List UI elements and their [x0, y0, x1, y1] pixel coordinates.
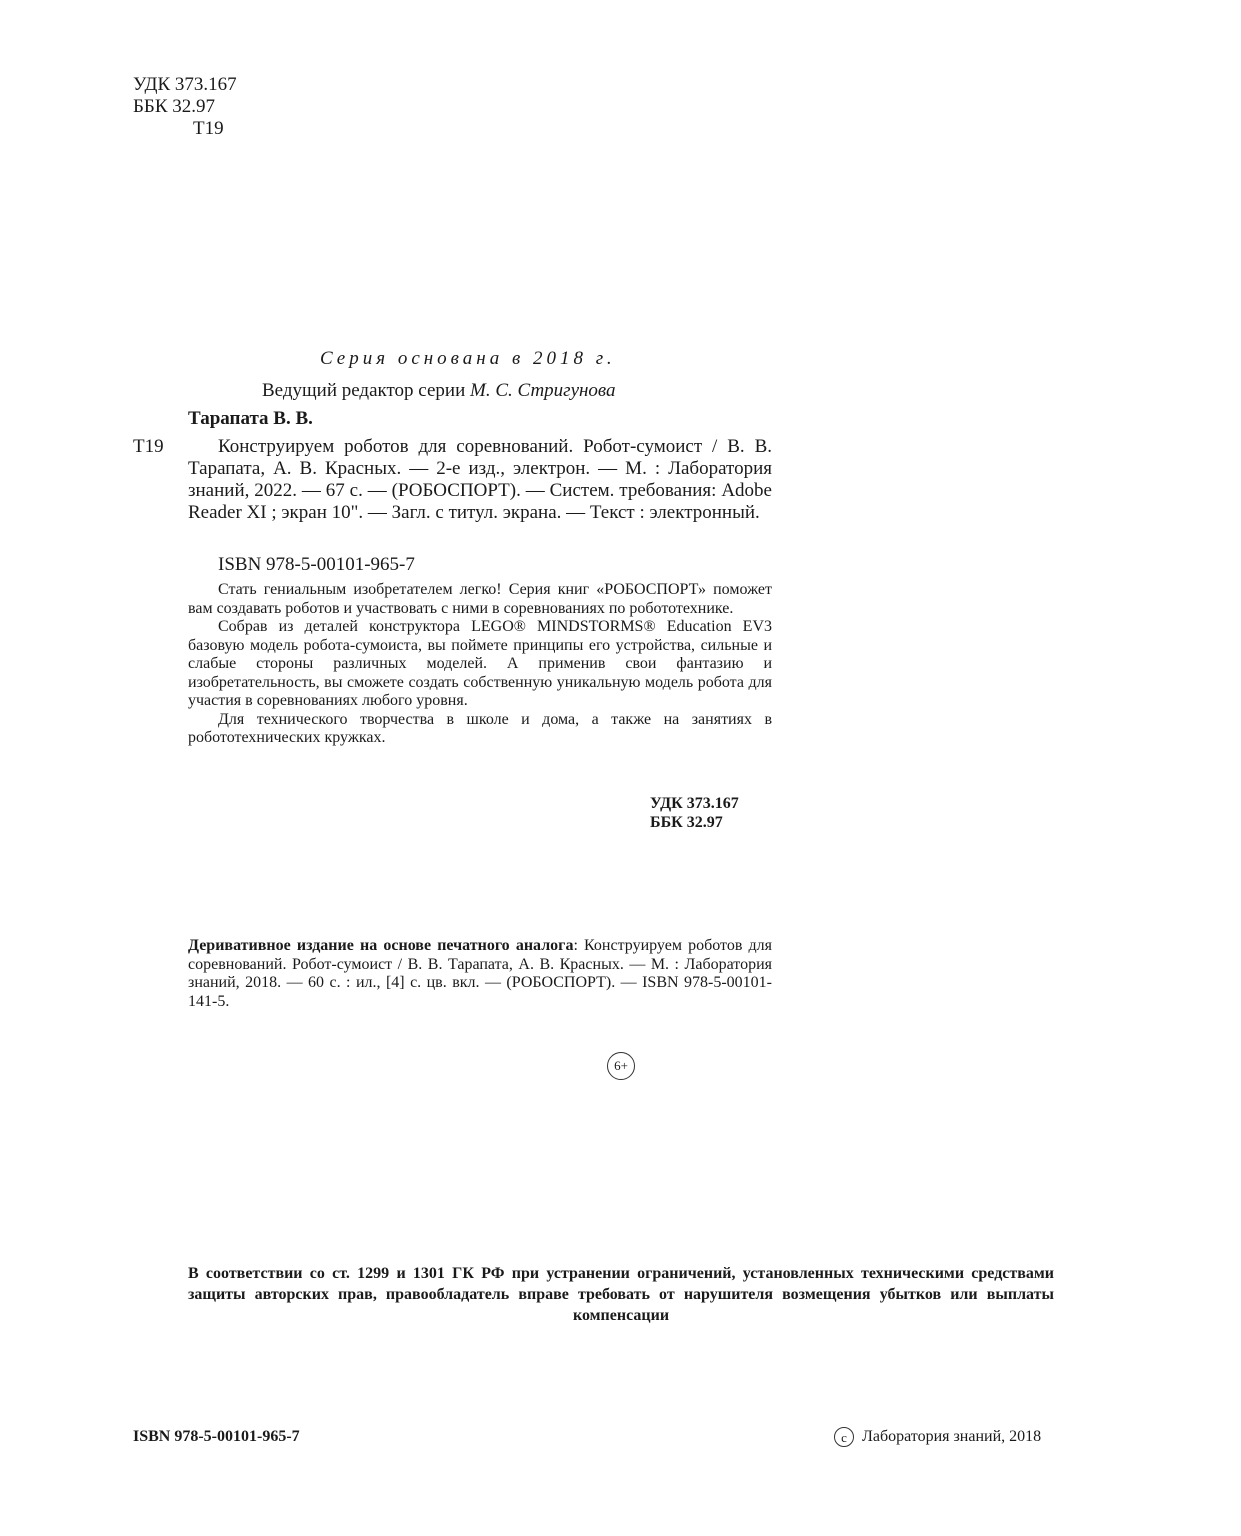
top-classification-codes [133, 74, 237, 140]
legal-notice: В соответствии со ст. 1299 и 1301 ГК РФ при устранении ограничений, установленных техническими средствами защиты авторских прав, правообладатель вправе требовать от нарушителя возмещения убытков или выплаты компенсации [188, 1265, 1054, 1324]
derivative-edition-note [188, 937, 772, 1011]
annotation-paragraph: Собрав из деталей конструктора LEGO® MINDSTORMS® Education EV3 базовую модель робота-сумоиста, вы поймете принципы его устройства, сильные и слабые стороны различных моделей. А применив свои фантазию и изобретательность, вы сможете создать собственную уникальную модель робота для участия в соревнованиях любого уровня. [188, 618, 772, 709]
author-mark-left: Т19 [133, 436, 164, 457]
derivative-text: : Конструируем роботов для соревнований. Робот-сумоист / В. В. Тарапата, А. В. Красных. — М. : Лаборатория знаний, 2018. — 60 с. : ил., [4] с. цв. вкл. — (РОБОСПОРТ). — ISBN 978-5-00101-141-5. [188, 937, 773, 1010]
derivative-label: Деривативное издание на основе печатного аналога [188, 937, 574, 954]
copyright-line [834, 1427, 1041, 1447]
series-editor [262, 380, 616, 402]
biblio-text: Конструируем роботов для соревнований. Робот-сумоист / В. В. Тарапата, А. В. Красных. — 2-е изд., электрон. — М. : Лаборатория знаний, 2022. — 67 с. — (РОБОСПОРТ). — Систем. требования: Adobe Reader XI ; экран 10". — Загл. с титул. экрана. — Текст : электронный. [188, 436, 772, 523]
bibliographic-record [188, 436, 772, 524]
age-rating-text: 6+ [614, 1058, 628, 1073]
isbn-bottom: ISBN 978-5-00101-965-7 [133, 1428, 300, 1445]
copyright-text: Лаборатория знаний, 2018 [862, 1428, 1042, 1445]
annotation [188, 581, 772, 748]
annotation-paragraph: Для технического творчества в школе и дома, а также на занятиях в робототехнических кружках. [188, 710, 772, 746]
udk-code-right: УДК 373.167 [650, 795, 739, 812]
author-heading: Тарапата В. В. [188, 408, 313, 429]
editor-label: Ведущий редактор серии [262, 380, 466, 401]
copyright-icon: c [834, 1427, 854, 1447]
isbn: ISBN 978-5-00101-965-7 [218, 554, 415, 575]
right-classification-codes [650, 794, 739, 832]
bbk-code: ББК 32.97 [133, 96, 215, 117]
annotation-paragraph: Стать гениальным изобретателем легко! Серия книг «РОБОСПОРТ» поможет вам создавать роботов и участвовать с ними в соревнованиях по робототехнике. [188, 581, 772, 617]
udk-code: УДК 373.167 [133, 74, 237, 95]
series-founded: Серия основана в 2018 г. [320, 348, 616, 369]
author-mark: Т19 [193, 118, 224, 139]
bbk-code-right: ББК 32.97 [650, 814, 723, 831]
editor-name: М. С. Стригунова [470, 380, 616, 401]
age-rating-badge [607, 1052, 635, 1080]
